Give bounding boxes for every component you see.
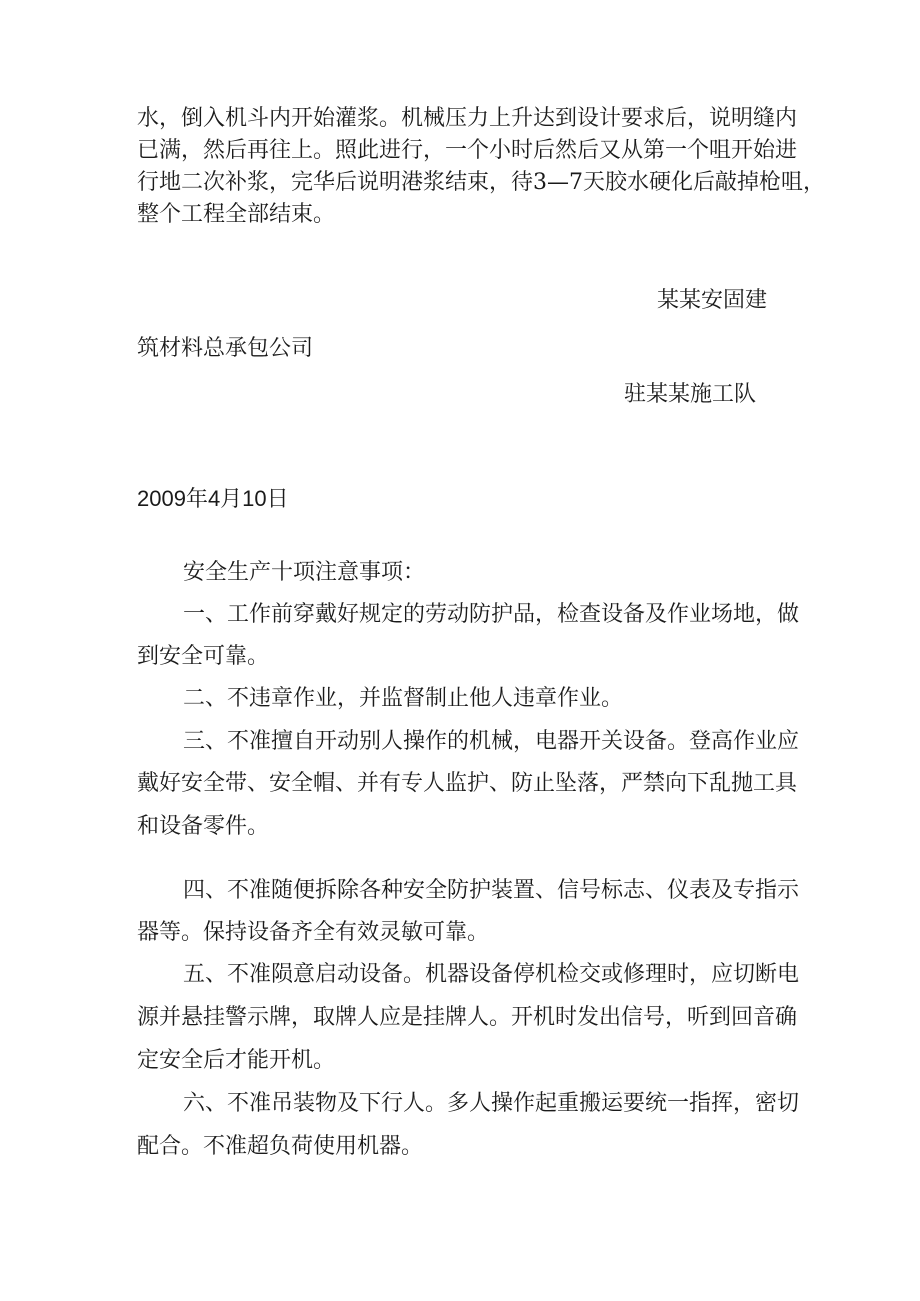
signature-company-line1: 某某安固建 [657,288,768,313]
safety-item-2-line-1: 二、不违章作业，并监督制止他人违章作业。 [183,686,624,711]
intro-line-1: 水，倒入机斗内开始灌浆。机械压力上升达到设计要求后，说明缝内 [137,106,798,131]
intro-line-3: 行地二次补浆，完华后说明港浆结束，待3—7天胶水硬化后敲掉枪咀， [137,170,825,195]
safety-item-5-line-2: 源并悬挂警示牌，取牌人应是挂牌人。开机时发出信号，听到回音确 [137,1005,798,1030]
signature-company-line2: 筑材料总承包公司 [137,336,314,361]
safety-item-3-line-1: 三、不准擅自开动别人操作的机械，电器开关设备。登高作业应 [183,729,800,754]
safety-item-4-line-1: 四、不准随便拆除各种安全防护装置、信号标志、仪表及专指示 [183,878,800,903]
intro-line-4: 整个工程全部结束。 [137,202,336,227]
safety-item-4-line-2: 器等。保持设备齐全有效灵敏可靠。 [137,920,490,945]
safety-item-3-line-2: 戴好安全带、安全帽、并有专人监护、防止坠落，严禁向下乱抛工具 [137,771,798,796]
intro-line-2: 已满，然后再往上。照此进行，一个小时后然后又从第一个咀开始进 [137,138,798,163]
safety-item-5-line-1: 五、不准陨意启动设备。机器设备停机检交或修理时，应切断电 [183,962,800,987]
safety-item-5-line-3: 定安全后才能开机。 [137,1048,336,1073]
safety-item-1-line-1: 一、工作前穿戴好规定的劳动防护品，检查设备及作业场地，做 [183,602,800,627]
safety-item-6-line-1: 六、不准吊装物及下行人。多人操作起重搬运要统一指挥，密切 [183,1091,800,1116]
safety-title: 安全生产十项注意事项： [183,560,426,585]
safety-item-3-line-3: 和设备零件。 [137,814,270,839]
signature-team: 驻某某施工队 [624,382,757,407]
signature-date: 2009年4月10日 [137,486,289,511]
safety-item-6-line-2: 配合。不准超负荷使用机器。 [137,1134,424,1159]
safety-item-1-line-2: 到安全可靠。 [137,644,270,669]
